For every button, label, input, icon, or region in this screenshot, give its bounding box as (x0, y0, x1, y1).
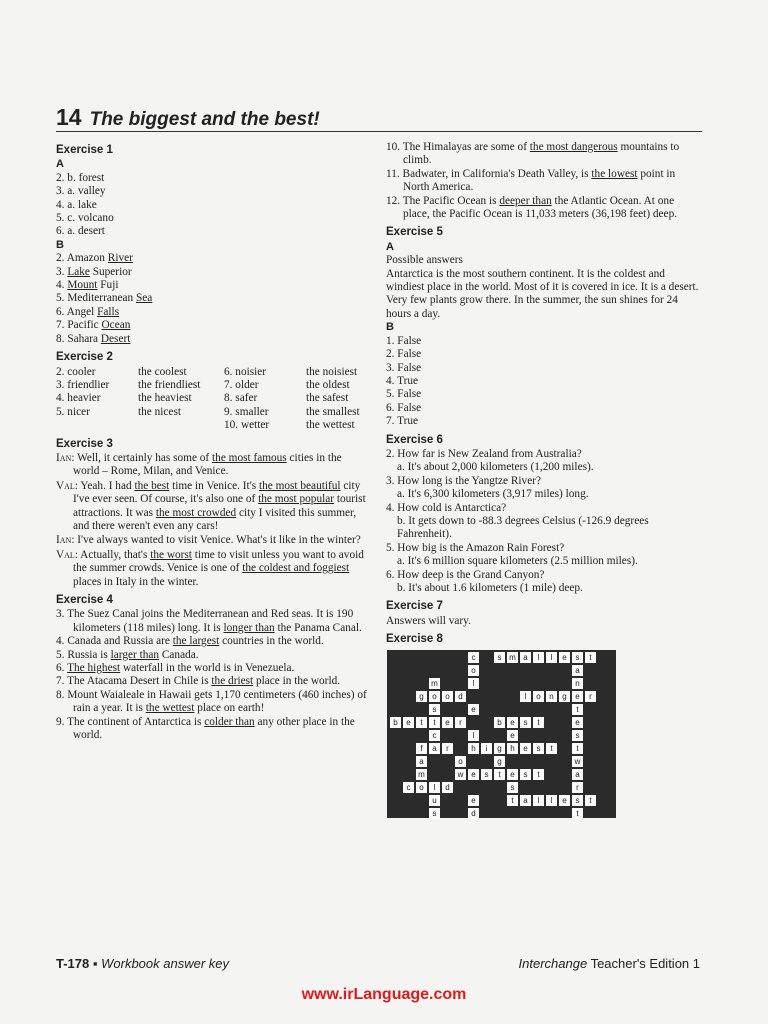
answer-item: 12. The Pacific Ocean is deeper than the Atlantic Ocean. At one place, the Pacific Ocean is 11,033 meters (36,198 feet) deep. (386, 194, 678, 221)
crossword-cell: t (533, 769, 544, 780)
crossword-cell: s (481, 769, 492, 780)
crossword-cell: e (559, 795, 570, 806)
crossword-cell: b (494, 717, 505, 728)
answer-item: 6. Angel Falls (56, 305, 120, 318)
exercise-1 (56, 144, 368, 346)
crossword-cell: s (572, 652, 583, 663)
answer-item: 3. The Suez Canal joins the Mediterranean and Red seas. It is 190 kilometers (118 miles) long. It is longer than the Panama Canal. (56, 608, 362, 634)
exercise-heading: Exercise 5 (386, 226, 443, 239)
question-item: 2. How far is New Zealand from Australia? a. It's about 2,000 kilometers (1,200 miles). (386, 447, 594, 474)
crossword-cell: e (403, 717, 414, 728)
crossword-cell: g (416, 691, 427, 702)
crossword-cell: d (455, 691, 466, 702)
crossword-cell: s (429, 704, 440, 715)
answer-item: 3. Lake Superior (56, 265, 132, 278)
crossword-cell: s (429, 808, 440, 819)
exercise-heading: Exercise 3 (56, 437, 113, 450)
crossword-cell: o (429, 691, 440, 702)
left-column (56, 144, 368, 742)
crossword-cell: d (468, 808, 479, 819)
answer-text: Answers will vary. (386, 614, 471, 627)
crossword-cell: t (572, 704, 583, 715)
crossword-cell: e (442, 717, 453, 728)
answer-item: 5. False (386, 388, 422, 401)
exercise-4-continued (386, 141, 702, 221)
crossword-cell: t (546, 743, 557, 754)
part-label: B (56, 238, 64, 251)
crossword-cell: o (442, 691, 453, 702)
answer-item: 7. The Atacama Desert in Chile is the driest place in the world. (56, 675, 341, 688)
dialogue-line: Ian: Well, it certainly has some of the most famous cities in the world – Rome, Milan, and Venice. (56, 451, 342, 478)
exercise-4 (56, 594, 368, 742)
crossword-cell: c (403, 782, 414, 793)
crossword-cell: a (429, 743, 440, 754)
crossword-cell: l (429, 782, 440, 793)
answer-item: 7. Pacific Ocean (56, 319, 131, 332)
unit-number: 14 (56, 104, 82, 130)
possible-answers-label: Possible answers (386, 254, 463, 267)
crossword-cell: e (468, 795, 479, 806)
crossword-cell: e (507, 730, 518, 741)
answer-list (56, 172, 368, 239)
exercise-heading: Exercise 8 (386, 633, 443, 646)
crossword-cell: e (507, 769, 518, 780)
crossword-cell: o (416, 782, 427, 793)
crossword-cell: f (416, 743, 427, 754)
crossword-cell: s (572, 730, 583, 741)
exercise-heading: Exercise 4 (56, 594, 113, 606)
exercise-heading: Exercise 1 (56, 144, 113, 156)
answer-item: 11. Badwater, in California's Death Valley, is the lowest point in North America. (386, 167, 676, 194)
crossword-cell: d (442, 782, 453, 793)
part-label: B (386, 321, 394, 334)
crossword-cell: n (572, 678, 583, 689)
exercise-3 (56, 438, 368, 589)
answer-item: 4. Mount Fuji (56, 279, 119, 292)
answer-item: 7. True (386, 415, 419, 428)
crossword-cell: t (585, 795, 596, 806)
crossword-cell: t (572, 808, 583, 819)
crossword-cell: s (533, 743, 544, 754)
crossword-cell: n (546, 691, 557, 702)
crossword-cell: m (416, 769, 427, 780)
crossword-cell: e (507, 717, 518, 728)
page-number: T-178 (56, 956, 90, 971)
answer-item: 6. False (386, 401, 422, 414)
model-paragraph: Antarctica is the most southern continent. It is the coldest and windiest place in the world. Most of it is covered in ice. It is a desert. Very few plants grow there. In the summer, the sun shines for 24 hours a day. (386, 267, 699, 320)
answer-item: 5. Russia is larger than Canada. (56, 648, 199, 661)
question-item: 4. How cold is Antarctica? b. It gets down to -88.3 degrees Celsius (-126.9 degrees Fahrenheit). (386, 501, 649, 541)
crossword-cell: g (494, 756, 505, 767)
crossword-cell: l (468, 730, 479, 741)
unit-title (56, 104, 320, 131)
exercise-heading: Exercise 7 (386, 600, 443, 613)
footer-page-label (56, 956, 229, 971)
crossword-cell: s (494, 652, 505, 663)
crossword-cell: a (572, 769, 583, 780)
exercise-5 (386, 226, 702, 428)
answer-item: 5. c. volcano (56, 212, 114, 225)
title-rule (56, 131, 702, 132)
bullet-icon: ▪ (92, 956, 98, 971)
crossword-cell: a (572, 665, 583, 676)
answer-item: 2. Amazon River (56, 252, 133, 265)
crossword-cell: w (455, 769, 466, 780)
table-row: 4. heavier the heaviest 8. safer the safest (56, 392, 349, 405)
exercise-heading: Exercise 6 (386, 433, 443, 446)
crossword-cell: o (468, 665, 479, 676)
answer-item: 2. b. forest (56, 171, 105, 184)
crossword-cell: b (390, 717, 401, 728)
answer-item: 9. The continent of Antarctica is colder than any other place in the world. (56, 715, 355, 742)
section-name: Workbook answer key (101, 956, 229, 971)
crossword-cell: h (468, 743, 479, 754)
crossword-cell: m (507, 652, 518, 663)
crossword-cell: a (416, 756, 427, 767)
crossword-cell: r (585, 691, 596, 702)
crossword-cell: t (572, 743, 583, 754)
crossword-cell: l (533, 652, 544, 663)
crossword-cell: i (481, 743, 492, 754)
crossword-cell: o (455, 756, 466, 767)
part-label: A (386, 240, 394, 253)
answer-item: 4. a. lake (56, 198, 97, 211)
crossword-cell: t (429, 717, 440, 728)
crossword-cell: l (533, 795, 544, 806)
dialogue-line: Val: Yeah. I had the best time in Venice. It's the most beautiful city I've ever seen. Of course, it's also one of the most popular tourist attractions. It was the most crowded city I visited this summer, and there weren't even any cars! (56, 479, 366, 532)
watermark-link[interactable]: www.irLanguage.com (301, 986, 467, 1003)
crossword-cell: t (533, 717, 544, 728)
question-item: 3. How long is the Yangtze River? a. It's 6,300 kilometers (3,917 miles) long. (386, 474, 589, 501)
crossword-cell: e (559, 652, 570, 663)
crossword-cell: s (520, 769, 531, 780)
part-label: A (56, 158, 64, 171)
table-row: 5. nicer the nicest 9. smaller the smallest (56, 405, 360, 418)
answer-item: 10. The Himalayas are some of the most dangerous mountains to climb. (386, 141, 680, 167)
crossword-cell: t (507, 795, 518, 806)
crossword-cell: l (468, 678, 479, 689)
exercise-heading: Exercise 2 (56, 351, 113, 364)
answer-item: 6. a. desert (56, 225, 105, 238)
footer-book-title: Interchange Teacher's Edition 1 (518, 956, 700, 971)
answer-item: 5. Mediterranean Sea (56, 292, 153, 305)
crossword-cell: s (572, 795, 583, 806)
crossword-cell: g (494, 743, 505, 754)
answer-item: 4. Canada and Russia are the largest countries in the world. (56, 635, 324, 648)
table-row: 2. cooler the coolest 6. noisier the noisiest (56, 365, 358, 378)
crossword-cell: l (546, 795, 557, 806)
answer-item: 1. False (386, 334, 422, 347)
answer-item: 8. Mount Waialeale in Hawaii gets 1,170 centimeters (460 inches) of rain a year. It is the wettest place on earth! (56, 688, 367, 715)
crossword-cell: o (533, 691, 544, 702)
exercise-8 (386, 633, 702, 817)
crossword-cell: t (416, 717, 427, 728)
right-column (386, 141, 702, 818)
crossword-cell: t (494, 769, 505, 780)
answer-item: 2. False (386, 348, 422, 361)
question-item: 5. How big is the Amazon Rain Forest? a. It's 6 million square kilometers (2.5 million miles). (386, 541, 638, 568)
crossword-cell: s (507, 782, 518, 793)
crossword-cell: c (468, 652, 479, 663)
crossword-cell: u (429, 795, 440, 806)
answer-item: 3. False (386, 361, 422, 374)
answer-item: 8. Sahara Desert (56, 332, 131, 345)
crossword-cell: a (520, 795, 531, 806)
crossword-cell: h (507, 743, 518, 754)
dialogue-line: Val: Actually, that's the worst time to visit unless you want to avoid the summer crowds. Venice is one of the coldest and foggiest places in Italy in the winter. (56, 548, 364, 588)
crossword-cell: e (468, 769, 479, 780)
table-row: 3. friendlier the friendliest 7. older the oldest (56, 378, 350, 391)
crossword-cell: c (429, 730, 440, 741)
table-row: 10. wetter the wettest (224, 419, 355, 432)
crossword-cell: r (442, 743, 453, 754)
crossword-cell: g (559, 691, 570, 702)
comparatives-table (56, 366, 360, 433)
dialogue-line: Ian: I've always wanted to visit Venice. What's it like in the winter? (56, 534, 361, 547)
crossword-cell: e (572, 691, 583, 702)
exercise-7 (386, 600, 702, 628)
crossword-cell: t (585, 652, 596, 663)
crossword-cell: r (455, 717, 466, 728)
crossword-cell: e (468, 704, 479, 715)
answer-list (56, 252, 368, 346)
question-item: 6. How deep is the Grand Canyon? b. It's about 1.6 kilometers (1 mile) deep. (386, 568, 583, 594)
crossword-cell: l (520, 691, 531, 702)
crossword-cell: r (572, 782, 583, 793)
answer-list (386, 335, 702, 429)
crossword-cell: w (572, 756, 583, 767)
crossword-cell: a (520, 652, 531, 663)
exercise-2 (56, 351, 368, 432)
exercise-6 (386, 434, 702, 596)
crossword-grid (387, 650, 616, 818)
answer-item: 4. True (386, 374, 419, 387)
answer-item: 3. a. valley (56, 185, 106, 198)
crossword-cell: m (429, 678, 440, 689)
crossword-cell: e (572, 717, 583, 728)
answer-item: 6. The highest waterfall in the world is in Venezuela. (56, 662, 295, 675)
crossword-cell: s (520, 717, 531, 728)
crossword-cell: l (546, 652, 557, 663)
unit-title-text: The biggest and the best! (89, 109, 320, 130)
crossword-cell: e (520, 743, 531, 754)
